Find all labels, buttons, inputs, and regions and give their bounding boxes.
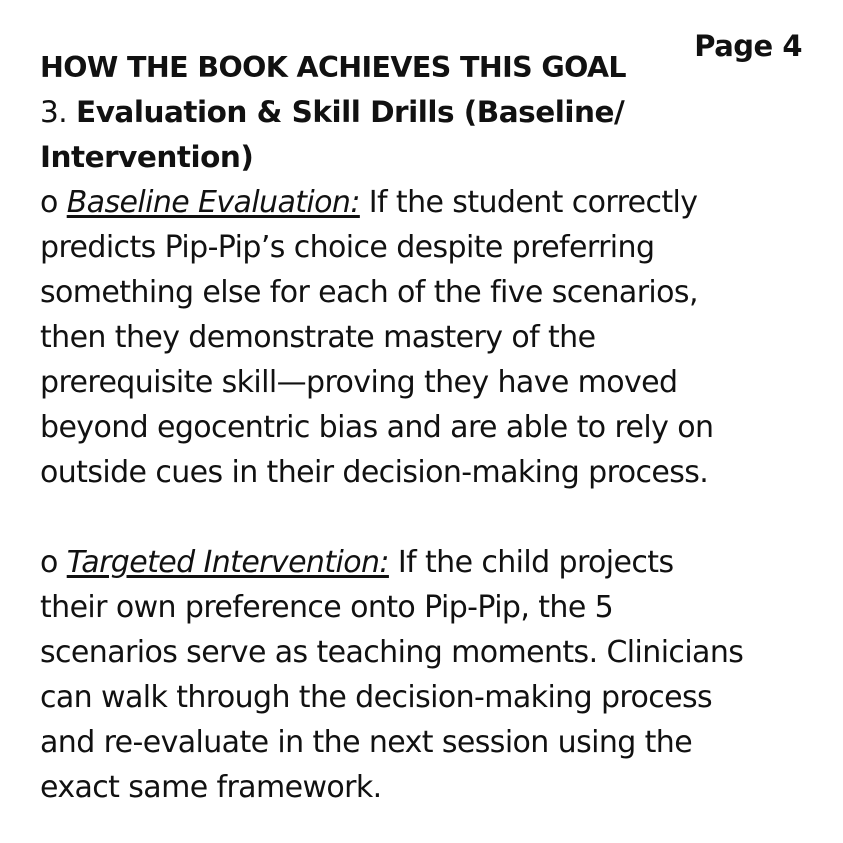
item-text-line: something else for each of the five scenarios, [40,275,698,310]
bullet-marker: o [40,545,58,580]
item-text-line: then they demonstrate mastery of the [40,320,596,355]
section-title-line-1: Evaluation & Skill Drills (Baseline/ [76,95,625,129]
section-title [40,90,815,180]
page-number: Page 4 [694,29,802,63]
item-text-line: If the student correctly [359,185,698,220]
baseline-evaluation-item [40,180,815,495]
document-body [40,45,815,810]
section-title-line-2: Intervention) [40,140,254,174]
bullet-marker: o [40,185,58,220]
item-text-line: If the child projects [388,545,674,580]
section-heading: HOW THE BOOK ACHIEVES THIS GOAL [40,51,626,84]
item-text-line: and re-evaluate in the next session using the [40,725,693,760]
item-text-line: prerequisite skill—proving they have moved [40,365,678,400]
item-text-line: predicts Pip-Pip’s choice despite preferring [40,230,655,265]
section-number: 3. [40,95,68,129]
item-text-line: beyond egocentric bias and are able to rely on [40,410,714,445]
item-text-line: their own preference onto Pip-Pip, the 5 [40,590,614,625]
baseline-evaluation-label: Baseline Evaluation: [66,185,360,220]
targeted-intervention-item [40,540,815,810]
item-text-line: exact same framework. [40,770,382,805]
item-text-line: scenarios serve as teaching moments. Clinicians [40,635,744,670]
targeted-intervention-label: Targeted Intervention: [66,545,389,580]
item-text-line: outside cues in their decision-making process. [40,455,709,490]
item-text-line: can walk through the decision-making process [40,680,713,715]
